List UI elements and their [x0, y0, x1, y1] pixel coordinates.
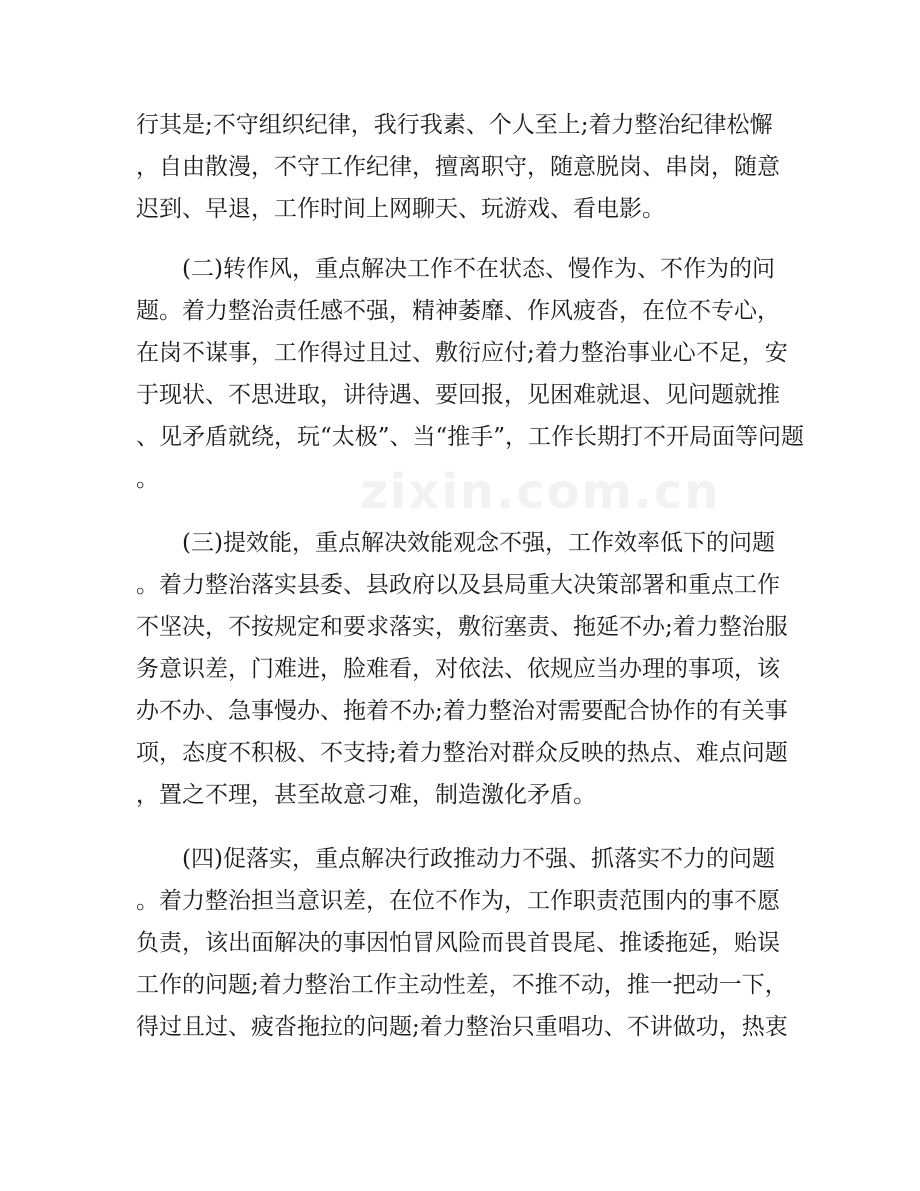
paragraph-2-line-6: 。: [136, 466, 159, 492]
paragraph-4-line-5: 得过且过、疲沓拖拉的问题;着力整治只重唱功、不讲做功，热衷: [136, 1014, 788, 1040]
paragraph-1-line-3: 迟到、早退，工作时间上网聊天、玩游戏、看电影。: [136, 196, 665, 222]
paragraph-2-line-2: 题。着力整治责任感不强，精神萎靡、作风疲沓，在位不专心，: [136, 298, 780, 324]
paragraph-4-line-4: 工作的问题;着力整治工作主动性差，不推不动，推一把动一下，: [136, 972, 788, 998]
paragraph-3-line-4: 务意识差，门难进，脸难看，对依法、依规应当办理的事项，该: [136, 656, 780, 682]
paragraph-2-line-1: (二)转作风，重点解决工作不在状态、慢作为、不作为的问: [182, 256, 775, 282]
paragraph-1-line-1: 行其是;不守组织纪律，我行我素、个人至上;着力整治纪律松懈: [136, 112, 773, 138]
paragraph-2-line-3: 在岗不谋事，工作得过且过、敷衍应付;着力整治事业心不足，安: [136, 340, 788, 366]
paragraph-3-line-5: 办不办、急事慢办、拖着不办;着力整治对需要配合协作的有关事: [136, 698, 788, 724]
paragraph-2-line-5: 、见矛盾就绕，玩“太极”、当“推手”，工作长期打不开局面等问题: [136, 424, 805, 450]
paragraph-4-line-3: 负责，该出面解决的事因怕冒风险而畏首畏尾、推诿拖延，贻误: [136, 930, 780, 956]
paragraph-3-line-3: 不坚决，不按规定和要求落实，敷衍塞责、拖延不办;着力整治服: [136, 614, 788, 640]
paragraph-4-line-2: 。着力整治担当意识差，在位不作为，工作职责范围内的事不愿: [136, 888, 780, 914]
paragraph-3-line-7: ，置之不理，甚至故意刁难，制造激化矛盾。: [136, 782, 596, 808]
paragraph-1-line-2: ，自由散漫，不守工作纪律，擅离职守，随意脱岗、串岗，随意: [136, 154, 780, 180]
paragraph-2-line-4: 于现状、不思进取，讲待遇、要回报，见困难就退、见问题就推: [136, 382, 780, 408]
paragraph-3-line-1: (三)提效能，重点解决效能观念不强，工作效率低下的问题: [182, 530, 775, 556]
watermark: zixin.com.cn: [360, 464, 721, 520]
paragraph-3-line-2: 。着力整治落实县委、县政府以及县局重大决策部署和重点工作: [136, 572, 780, 598]
paragraph-4-line-1: (四)促落实，重点解决行政推动力不强、抓落实不力的问题: [182, 846, 775, 872]
paragraph-3-line-6: 项，态度不积极、不支持;着力整治对群众反映的热点、难点问题: [136, 740, 788, 766]
